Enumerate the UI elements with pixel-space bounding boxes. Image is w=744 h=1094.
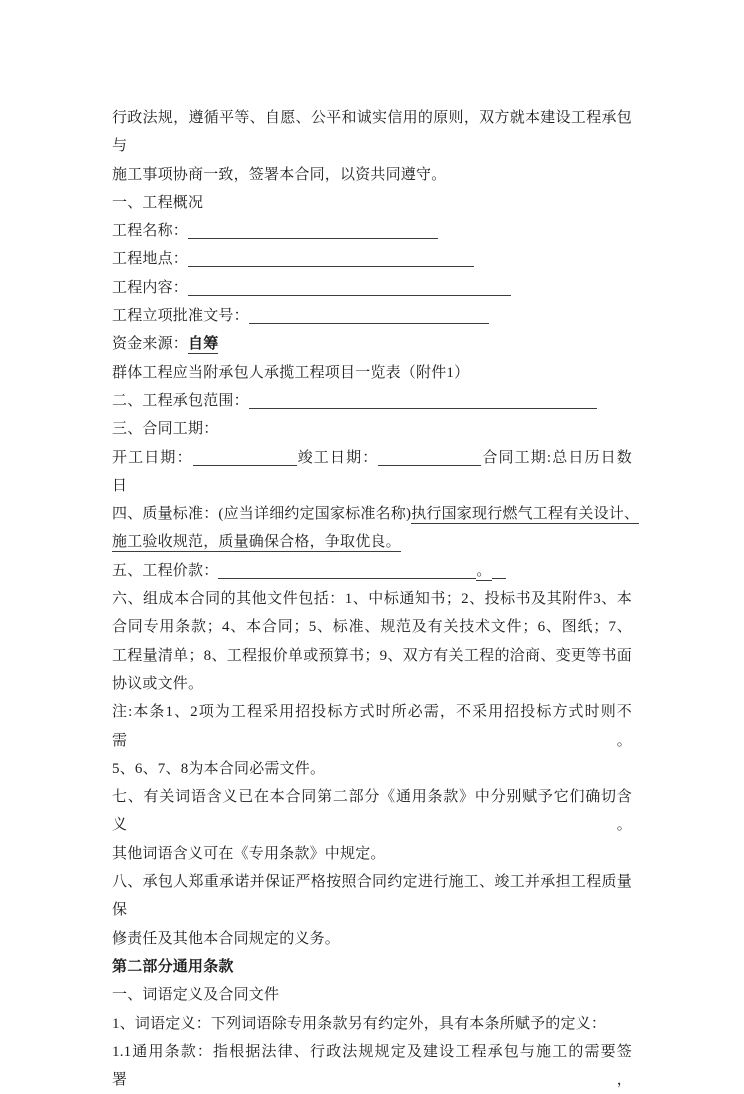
project-location-field[interactable] [188, 252, 474, 267]
text-segment: 1.1通用条款：指根据法律、行政法规规定及建设工程承包与施工的需要签署， [112, 1043, 632, 1089]
text-segment: 六、组成本合同的其他文件包括：1、中标通知书；2、投标书及其附件3、本 [112, 591, 632, 608]
text-segment: 第二部分通用条款 [112, 958, 234, 975]
section-7-heading [112, 783, 632, 840]
text-segment: 5、6、7、8为本合同必需文件。 [112, 760, 326, 777]
text-segment: 七、有关词语含义已在本合同第二部分《通用条款》中分别赋予它们确切含义。 [112, 789, 632, 834]
text-segment: 三、合同工期： [112, 421, 219, 438]
text-segment: 日 [112, 477, 128, 494]
doc-line [112, 444, 632, 472]
section-8-heading [112, 868, 632, 925]
project-name-field[interactable] [188, 224, 438, 239]
approval-doc-number-field[interactable] [249, 309, 489, 324]
text-segment: 群体工程应当附承包人承揽工程项目一览表（附件1） [112, 364, 470, 381]
part-2-section-1-heading [112, 981, 632, 1009]
doc-line [112, 755, 632, 783]
contract-scope-field[interactable] [249, 394, 597, 409]
doc-line [112, 161, 632, 189]
section-5-heading [112, 557, 632, 585]
section-1-heading [112, 189, 632, 217]
project-name-label: 工程名称： [112, 223, 189, 240]
part-2-heading [112, 953, 632, 981]
text-segment: 施工事项协商一致，签署本合同，以资共同遵守。 [112, 166, 447, 183]
text-segment: 一、工程概况 [112, 194, 204, 211]
text-segment: 协议或文件。 [112, 675, 204, 692]
project-content-label: 工程内容： [112, 279, 189, 296]
section-6-heading [112, 585, 632, 613]
text-segment: 。 [476, 562, 492, 579]
doc-line [112, 1038, 632, 1094]
funding-source-value: 自筹 [188, 336, 219, 353]
doc-line [112, 217, 632, 245]
doc-line [112, 613, 632, 641]
start-date-label: 开工日期： [112, 449, 193, 466]
project-location-label: 工程地点： [112, 251, 189, 268]
approval-doc-number-label: 工程立项批准文号： [112, 308, 249, 325]
doc-line [112, 925, 632, 953]
text-segment: 工程量清单；8、工程报价单或预算书；9、双方有关工程的洽商、变更等书面 [112, 647, 632, 664]
doc-line [112, 302, 632, 330]
contract-duration-label: 合同工期:总日历日数 [481, 449, 632, 466]
quality-standard-value: 执行国家现行燃气工程有关设计、 [411, 506, 640, 523]
doc-line [112, 642, 632, 670]
text-segment: 一、词语定义及合同文件 [112, 987, 280, 1004]
quality-standard-value-cont: 施工验收规范，质量确保合格，争取优良。 [112, 534, 401, 551]
note-line [112, 698, 632, 755]
doc-line [112, 840, 632, 868]
completion-date-field[interactable] [378, 451, 481, 466]
section-3-heading [112, 415, 632, 443]
text-segment: 其他词语含义可在《专用条款》中规定。 [112, 845, 386, 862]
funding-source-label: 资金来源： [112, 336, 189, 353]
doc-line [112, 330, 632, 358]
contract-scope-label: 二、工程承包范围： [112, 392, 249, 409]
document-body [112, 104, 640, 1094]
doc-line [112, 245, 632, 273]
section-4-heading [112, 500, 640, 528]
quality-standard-label: 四、质量标准：(应当详细约定国家标准名称) [112, 506, 412, 523]
text-segment: 合同专用条款；4、本合同；5、标准、规范及有关技术文件；6、图纸；7、 [112, 619, 632, 636]
doc-line [112, 670, 632, 698]
contract-price-label: 五、工程价款： [112, 562, 219, 579]
text-segment: 行政法规，遵循平等、自愿、公平和诚实信用的原则，双方就本建设工程承包与 [112, 110, 632, 155]
start-date-field[interactable] [193, 451, 297, 466]
doc-line [112, 472, 632, 500]
contract-price-field-tail[interactable] [492, 564, 506, 579]
project-content-field[interactable] [188, 281, 511, 296]
doc-line [112, 104, 632, 161]
doc-line [112, 359, 632, 387]
text-segment: 注:本条1、2项为工程采用招投标方式时所必需，不采用招投标方式时则不需。 [112, 704, 632, 749]
doc-line [112, 528, 632, 556]
completion-date-label: 竣工日期： [296, 449, 379, 466]
contract-price-field[interactable] [218, 564, 476, 579]
text-segment: 八、承包人郑重承诺并保证严格按照合同约定进行施工、竣工并承担工程质量保 [112, 874, 632, 919]
text-segment: 修责任及其他本合同规定的义务。 [112, 930, 341, 947]
doc-line [112, 1010, 632, 1038]
text-segment: 1、词语定义：下列词语除专用条款另有约定外，具有本条所赋予的定义： [112, 1015, 607, 1032]
section-2-heading [112, 387, 632, 415]
doc-line [112, 274, 632, 302]
